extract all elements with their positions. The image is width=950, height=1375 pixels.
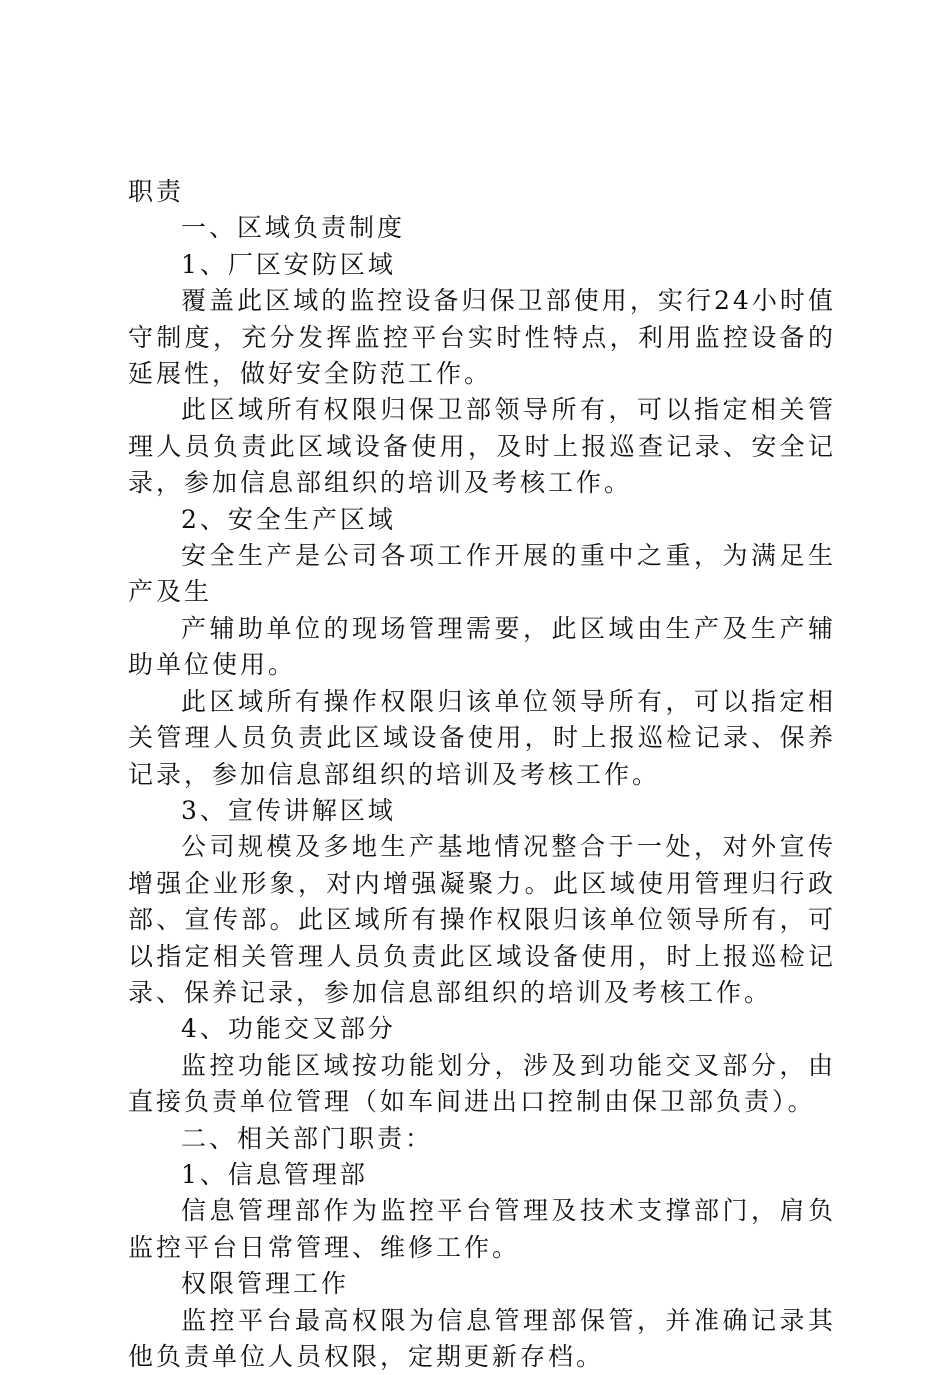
document-title: 职责 bbox=[128, 177, 185, 206]
paragraph: 信息管理部作为监控平台管理及技术支撑部门，肩负监控平台日常管理、维修工作。 bbox=[128, 1196, 836, 1262]
subsection-heading-2-1: 1、信息管理部 bbox=[181, 1159, 368, 1189]
paragraph: 覆盖此区域的监控设备归保卫部使用，实行24小时值守制度，充分发挥监控平台实时性特点，利用监控设备的延展性，做好安全防范工作。 bbox=[128, 286, 836, 389]
paragraph: 产辅助单位的现场管理需要，此区域由生产及生产辅助单位使用。 bbox=[128, 613, 836, 680]
paragraph: 监控功能区域按功能划分，涉及到功能交叉部分，由直接负责单位管理（如车间进出口控制由保卫部负责）。 bbox=[128, 1050, 836, 1117]
paragraph: 监控平台最高权限为信息管理部保管，并准确记录其他负责单位人员权限，定期更新存档。 bbox=[128, 1305, 836, 1371]
section-heading-2: 二、相关部门职责： bbox=[181, 1123, 434, 1153]
document-body bbox=[128, 174, 836, 1375]
subsection-heading-1-4: 4、功能交叉部分 bbox=[181, 1014, 396, 1044]
section-heading-1: 一、区域负责制度 bbox=[181, 213, 406, 243]
paragraph: 安全生产是公司各项工作开展的重中之重，为满足生产及生 bbox=[128, 541, 836, 607]
subsection-heading-1-3: 3、宣传讲解区域 bbox=[181, 795, 396, 825]
paragraph: 此区域所有权限归保卫部领导所有，可以指定相关管理人员负责此区域设备使用，及时上报巡查记录、安全记录，参加信息部组织的培训及考核工作。 bbox=[128, 395, 836, 498]
subsection-heading-1-2: 2、安全生产区域 bbox=[181, 504, 396, 534]
subsection-heading-1-1: 1、厂区安防区域 bbox=[181, 249, 396, 279]
paragraph: 公司规模及多地生产基地情况整合于一处，对外宣传增强企业形象，对内增强凝聚力。此区域使用管理归行政部、宣传部。此区域所有操作权限归该单位领导所有，可以指定相关管理人员负责此区域设备使用，时上报巡检记录、保养记录，参加信息部组织的培训及考核工作。 bbox=[128, 832, 836, 1007]
paragraph: 此区域所有操作权限归该单位领导所有，可以指定相关管理人员负责此区域设备使用，时上报巡检记录、保养记录，参加信息部组织的培训及考核工作。 bbox=[128, 686, 836, 789]
subsection-heading-permissions: 权限管理工作 bbox=[181, 1269, 350, 1299]
